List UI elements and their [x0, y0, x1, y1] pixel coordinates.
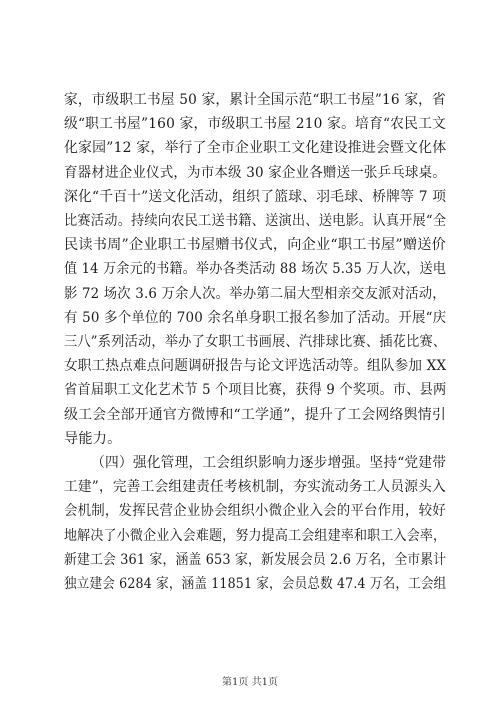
page-footer: 第1页 共1页: [222, 677, 278, 688]
text-line: 民读书周”企业职工书屋赠书仪式，向企业“职工书屋”赠送价: [64, 237, 447, 254]
text-line: 化家园”12 家，举行了全市企业职工文化建设推进会暨文化体: [64, 140, 447, 157]
text-line: 新建工会 361 家，涵盖 653 家，新发展会员 2.6 万名，全市累计: [64, 551, 447, 568]
text-line: 工建”，完善工会组建责任考核机制，夯实流动务工人员源头入: [64, 479, 446, 496]
text-line: 会机制，发挥民营企业协会组织小微企业入会的平台作用，较好: [64, 503, 446, 520]
text-line: 三八”系列活动，举办了女职工书画展、汽排球比赛、插花比赛、: [64, 334, 447, 351]
text-line: 影 72 场次 3.6 万余人次。举办第二届大型相亲交友派对活动，: [64, 285, 446, 302]
text-line: 家，市级职工书屋 50 家，累计全国示范“职工书屋”16 家，省: [64, 92, 446, 108]
text-line: 深化“千百十”送文化活动，组织了篮球、羽毛球、桥牌等 7 项: [64, 188, 447, 205]
text-line: 有 50 多个单位的 700 余名单身职工报名参加了活动。开展“庆: [64, 309, 447, 326]
text-line: 比赛活动。持续向农民工送书籍、送演出、送电影。认真开展“全: [64, 213, 447, 230]
text-line: 值 14 万余元的书籍。举办各类活动 88 场次 5.35 万人次，送电: [64, 261, 447, 278]
body-text: [64, 88, 446, 596]
text-line: 导能力。: [64, 430, 122, 447]
text-line: 级“职工书屋”160 家，市级职工书屋 210 家。培育“农民工文: [64, 116, 446, 133]
text-line: 育器材进企业仪式，为市本级 30 家企业各赠送一张乒乓球桌。: [64, 164, 446, 181]
text-line: 级工会全部开通官方微博和“工学通”，提升了工会网络舆情引: [64, 406, 446, 423]
text-line: 省首届职工文化艺术节 5 个项目比赛，获得 9 个奖项。市、县两: [64, 382, 447, 399]
text-line: 地解决了小微企业入会难题，努力提高工会组建率和职工入会率，: [64, 527, 447, 544]
text-line: 女职工热点难点问题调研报告与论文评选活动等。组队参加 XX: [64, 358, 447, 375]
text-line: （四）强化管理，工会组织影响力逐步增强。坚持“党建带: [91, 455, 447, 472]
text-line: 独立建会 6284 家，涵盖 11851 家，会员总数 47.4 万名，工会组: [64, 576, 447, 593]
